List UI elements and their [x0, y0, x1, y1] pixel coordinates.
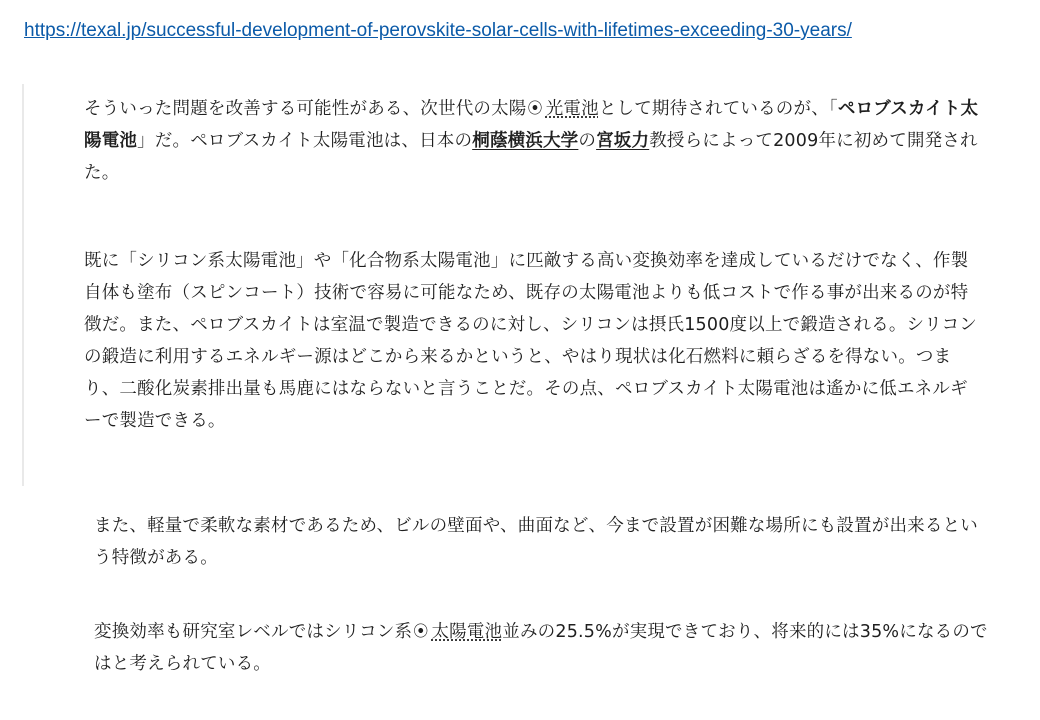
source-url-link[interactable]: https://texal.jp/successful-development-of-perovskite-solar-cells-with-lifetimes-exceeding-30-years/ [24, 20, 852, 41]
blockquote-border [22, 84, 24, 486]
p1-text-g: の [578, 131, 597, 151]
p1-text-c: として期待されているのが、「 [598, 99, 838, 119]
paragraph-2: 既に「シリコン系太陽電池」や「化合物系太陽電池」に匹敵する高い変換効率を達成しているだけでなく、作製自体も塗布（スピンコート）技術で容易に可能なため、既存の太陽電池よりも低コストで作る事が出来るのが特徴だ。また、ペロブスカイトは室温で製造できるのに対し、シリコンは摂氏1500度以上で鍛造される。シリコンの鍛造に利用するエネルギー源はどこから来るかというと、やはり現状は化石燃料に頼らざるを得ない。つまり、二酸化炭素排出量も馬鹿にはならないと言うことだ。その点、ペロブスカイト太陽電池は遙かに低エネルギーで製造できる。 [84, 251, 978, 431]
paragraph-3: また、軽量で柔軟な素材であるため、ビルの壁面や、曲面など、今まで設置が困難な場所にも設置が出来るという特徴がある。 [94, 516, 978, 568]
link-toin-yokohama-university[interactable]: 桐蔭横浜大学 [472, 131, 579, 151]
p1-text-a: そういった問題を改善する可能性がある、次世代の太陽 [84, 99, 527, 119]
dictionary-hint-icon[interactable]: ⦿ [413, 622, 429, 640]
p4-text-c: 並みの25.5%が実現できており、将来的には35%になるのではと考えられている。 [94, 622, 988, 674]
link-miyasaka-tsutomu[interactable]: 宮坂力 [596, 131, 650, 151]
term-link-solar-cell[interactable]: 太陽電池 [431, 622, 503, 642]
p1-text-e: 」だ。ペロブスカイト太陽電池は、日本の [137, 131, 473, 151]
paragraph-4 [94, 615, 994, 680]
p1-text-i: 教授らによって2009年に初めて開発された。 [84, 131, 978, 183]
term-perovskite-bold: ペロブスカイト太陽電池 [84, 99, 979, 151]
dictionary-hint-icon[interactable]: ⦿ [527, 99, 543, 117]
paragraph-1 [84, 92, 984, 189]
term-link-photovoltaic[interactable]: 光電池 [545, 99, 599, 119]
p4-text-a: 変換効率も研究室レベルではシリコン系 [94, 622, 413, 642]
